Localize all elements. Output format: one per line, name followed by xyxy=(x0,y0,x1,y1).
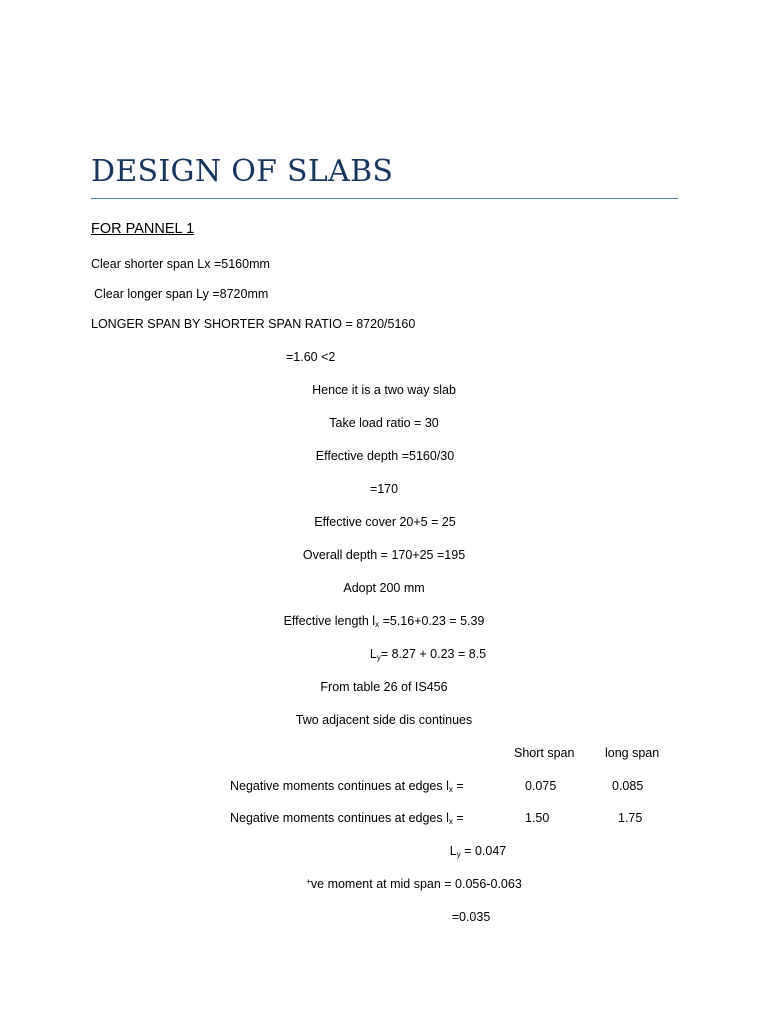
document-heading: DESIGN OF SLABS xyxy=(91,154,394,189)
two-way-slab-note: Hence it is a two way slab xyxy=(312,383,456,397)
clear-longer-span: Clear longer span Ly =8720mm xyxy=(94,287,269,301)
column-header-short-span: Short span xyxy=(514,746,575,760)
effective-length-y-subscript: y xyxy=(376,653,381,662)
heading-underline-rule xyxy=(91,198,678,199)
effective-length-x-prefix: Effective length l xyxy=(283,614,376,628)
overall-depth-line: Overall depth = 170+25 =195 xyxy=(302,548,466,562)
span-ratio-result: =1.60 <2 xyxy=(286,350,336,364)
moment-row-2-long-value: 1.75 xyxy=(618,811,643,825)
effective-length-y-line xyxy=(370,646,486,662)
effective-length-y-suffix: = 8.27 + 0.23 = 8.5 xyxy=(380,647,487,661)
moment-row-1-short-value: 0.075 xyxy=(525,779,557,793)
effective-length-x-subscript: x xyxy=(375,620,380,629)
midspan-moment-sign: + xyxy=(306,877,311,886)
table-reference-line: From table 26 of IS456 xyxy=(320,680,448,694)
moment-row-1-label-suffix: = xyxy=(452,779,464,793)
moment-row-2-label-suffix: = xyxy=(452,811,464,825)
moment-row-2-label-subscript: x xyxy=(448,817,453,826)
moment-row-1-long-value: 0.085 xyxy=(612,779,644,793)
ly-coefficient-prefix: L xyxy=(449,844,457,858)
span-ratio-line: LONGER SPAN BY SHORTER SPAN RATIO = 8720/5160 xyxy=(91,317,416,331)
moment-row-2-label xyxy=(230,810,464,826)
moment-row-2-label-prefix: Negative moments continues at edges l xyxy=(230,811,449,825)
effective-length-x-suffix: =5.16+0.23 = 5.39 xyxy=(379,614,485,628)
moment-row-2-short-value: 1.50 xyxy=(525,811,550,825)
ly-coefficient-subscript: y xyxy=(456,850,461,859)
effective-depth-result: =170 xyxy=(369,482,399,496)
load-ratio-line: Take load ratio = 30 xyxy=(329,416,439,430)
effective-depth-line: Effective depth =5160/30 xyxy=(315,449,455,463)
clear-shorter-span: Clear shorter span Lx =5160mm xyxy=(91,257,270,271)
adjacent-sides-line: Two adjacent side dis continues xyxy=(295,713,473,727)
midspan-moment-text: ve moment at mid span = 0.056-0.063 xyxy=(310,877,522,891)
moment-row-1-label-prefix: Negative moments continues at edges l xyxy=(230,779,449,793)
midspan-moment-line xyxy=(306,876,522,892)
column-header-long-span: long span xyxy=(605,746,660,760)
effective-length-x-line xyxy=(284,613,485,629)
midspan-moment-result: =0.035 xyxy=(451,910,491,924)
moment-row-1-label xyxy=(230,778,464,794)
effective-cover-line: Effective cover 20+5 = 25 xyxy=(314,515,456,529)
ly-coefficient-line xyxy=(450,843,506,859)
panel-subheading: FOR PANNEL 1 xyxy=(91,221,195,237)
effective-length-y-prefix: L xyxy=(369,647,377,661)
moment-row-1-label-subscript: x xyxy=(448,785,453,794)
ly-coefficient-suffix: = 0.047 xyxy=(460,844,507,858)
adopt-depth-line: Adopt 200 mm xyxy=(343,581,425,595)
